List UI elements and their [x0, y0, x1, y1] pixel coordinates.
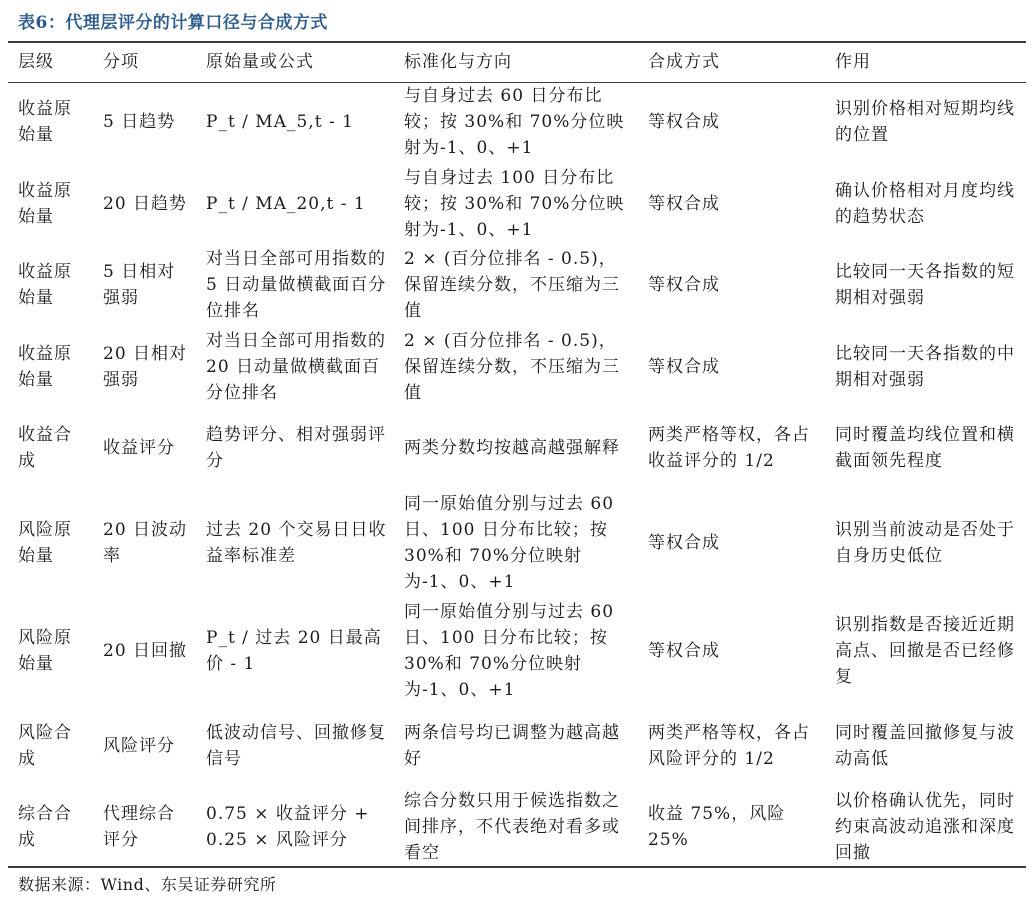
cell-purpose: 同时覆盖回撤修复与波动高低 — [835, 722, 1015, 769]
cell-combination: 等权合成 — [648, 356, 720, 377]
cell-combination: 等权合成 — [648, 112, 720, 132]
table-row — [8, 163, 1026, 244]
cell-formula: 过去 20 个交易日日收益率标准差 — [206, 520, 387, 566]
cell-combination: 等权合成 — [648, 641, 720, 661]
cell-item: 5 日相对强弱 — [103, 262, 176, 308]
header-item: 分项 — [103, 52, 139, 72]
cell-standardization: 综合分数只用于候选指数之间排序，不代表绝对看多或看空 — [404, 791, 620, 863]
cell-purpose: 比较同一天各指数的中期相对强弱 — [835, 343, 1015, 390]
header-purpose: 作用 — [835, 52, 871, 72]
cell-item: 收益评分 — [103, 438, 175, 458]
cell-formula: 0.75 × 收益评分 + 0.25 × 风险评分 — [206, 804, 370, 850]
header-standardization: 标准化与方向 — [404, 52, 512, 72]
cell-level: 风险合成 — [18, 722, 72, 769]
cell-formula: 趋势评分、相对强弱评分 — [206, 425, 386, 471]
header-formula: 原始量或公式 — [206, 52, 314, 72]
header-level: 层级 — [18, 52, 54, 72]
cell-purpose: 识别当前波动是否处于自身历史低位 — [835, 520, 1015, 566]
cell-standardization: 同一原始值分别与过去 60 日、100 日分布比较；按 30%和 70%分位映射为-1、0、+1 — [404, 602, 615, 700]
cell-standardization: 2 × (百分位排名 - 0.5)，保留连续分数，不压缩为三值 — [404, 249, 620, 321]
cell-level: 收益合成 — [18, 425, 72, 471]
cell-standardization: 与自身过去 60 日分布比较；按 30%和 70%分位映射为-1、0、+1 — [404, 86, 625, 158]
table-row — [8, 81, 1026, 163]
cell-level: 收益原始量 — [18, 343, 72, 390]
cell-formula: 对当日全部可用指数的 20 日动量做横截面百分位排名 — [206, 330, 386, 403]
cell-item: 20 日波动率 — [103, 520, 188, 566]
table-row — [8, 786, 1026, 868]
cell-item: 20 日回撤 — [103, 641, 188, 661]
table-row — [8, 705, 1026, 786]
cell-purpose: 识别指数是否接近近期高点、回撤是否已经修复 — [835, 615, 1015, 687]
cell-level: 综合合成 — [18, 804, 72, 850]
cell-level: 收益原始量 — [18, 99, 72, 145]
cell-combination: 两类严格等权，各占收益评分的 1/2 — [648, 425, 810, 471]
cell-standardization: 2 × (百分位排名 - 0.5)，保留连续分数，不压缩为三值 — [404, 330, 620, 403]
source-note: 数据来源：Wind、东吴证券研究所 — [18, 875, 277, 894]
table-row — [8, 326, 1026, 407]
cell-item: 代理综合评分 — [103, 804, 175, 850]
cell-combination: 两类严格等权，各占风险评分的 1/2 — [648, 722, 810, 769]
cell-standardization: 同一原始值分别与过去 60 日、100 日分布比较；按 30%和 70%分位映射为-1、0、+1 — [404, 494, 615, 592]
cell-level: 风险原始量 — [18, 628, 72, 674]
cell-item: 20 日相对强弱 — [103, 343, 188, 390]
table-row — [8, 489, 1026, 597]
cell-purpose: 比较同一天各指数的短期相对强弱 — [835, 262, 1015, 308]
cell-purpose: 同时覆盖均线位置和横截面领先程度 — [835, 425, 1015, 471]
cell-purpose: 以价格确认优先，同时约束高波动追涨和深度回撤 — [835, 791, 1015, 863]
header-combination: 合成方式 — [648, 52, 720, 72]
cell-item: 20 日趋势 — [103, 193, 188, 214]
table-row — [8, 407, 1026, 489]
cell-combination: 等权合成 — [648, 533, 720, 553]
scoring-table — [8, 43, 1026, 868]
cell-level: 风险原始量 — [18, 520, 72, 566]
cell-formula: P_t / 过去 20 日最高价 - 1 — [206, 628, 382, 674]
cell-standardization: 两条信号均已调整为越高越好 — [404, 722, 620, 769]
cell-standardization: 与自身过去 100 日分布比较；按 30%和 70%分位映射为-1、0、+1 — [404, 167, 625, 240]
cell-level: 收益原始量 — [18, 180, 72, 227]
cell-purpose: 确认价格相对月度均线的趋势状态 — [835, 180, 1015, 227]
cell-combination: 等权合成 — [648, 193, 720, 214]
cell-level: 收益原始量 — [18, 262, 72, 308]
header-row — [8, 43, 1026, 81]
cell-standardization: 两类分数均按越高越强解释 — [404, 438, 620, 458]
cell-purpose: 识别价格相对短期均线的位置 — [835, 99, 1015, 145]
cell-formula: 对当日全部可用指数的 5 日动量做横截面百分位排名 — [206, 249, 387, 321]
cell-combination: 等权合成 — [648, 275, 720, 295]
table-caption: 表6：代理层评分的计算口径与合成方式 — [18, 13, 328, 33]
cell-item: 5 日趋势 — [103, 112, 176, 132]
cell-combination: 收益 75%，风险 25% — [648, 804, 786, 850]
cell-formula: P_t / MA_5,t - 1 — [206, 112, 354, 132]
table-row — [8, 244, 1026, 326]
cell-item: 风险评分 — [103, 735, 175, 756]
table-row — [8, 597, 1026, 705]
cell-formula: 低波动信号、回撤修复信号 — [206, 722, 386, 769]
cell-formula: P_t / MA_20,t - 1 — [206, 193, 366, 214]
